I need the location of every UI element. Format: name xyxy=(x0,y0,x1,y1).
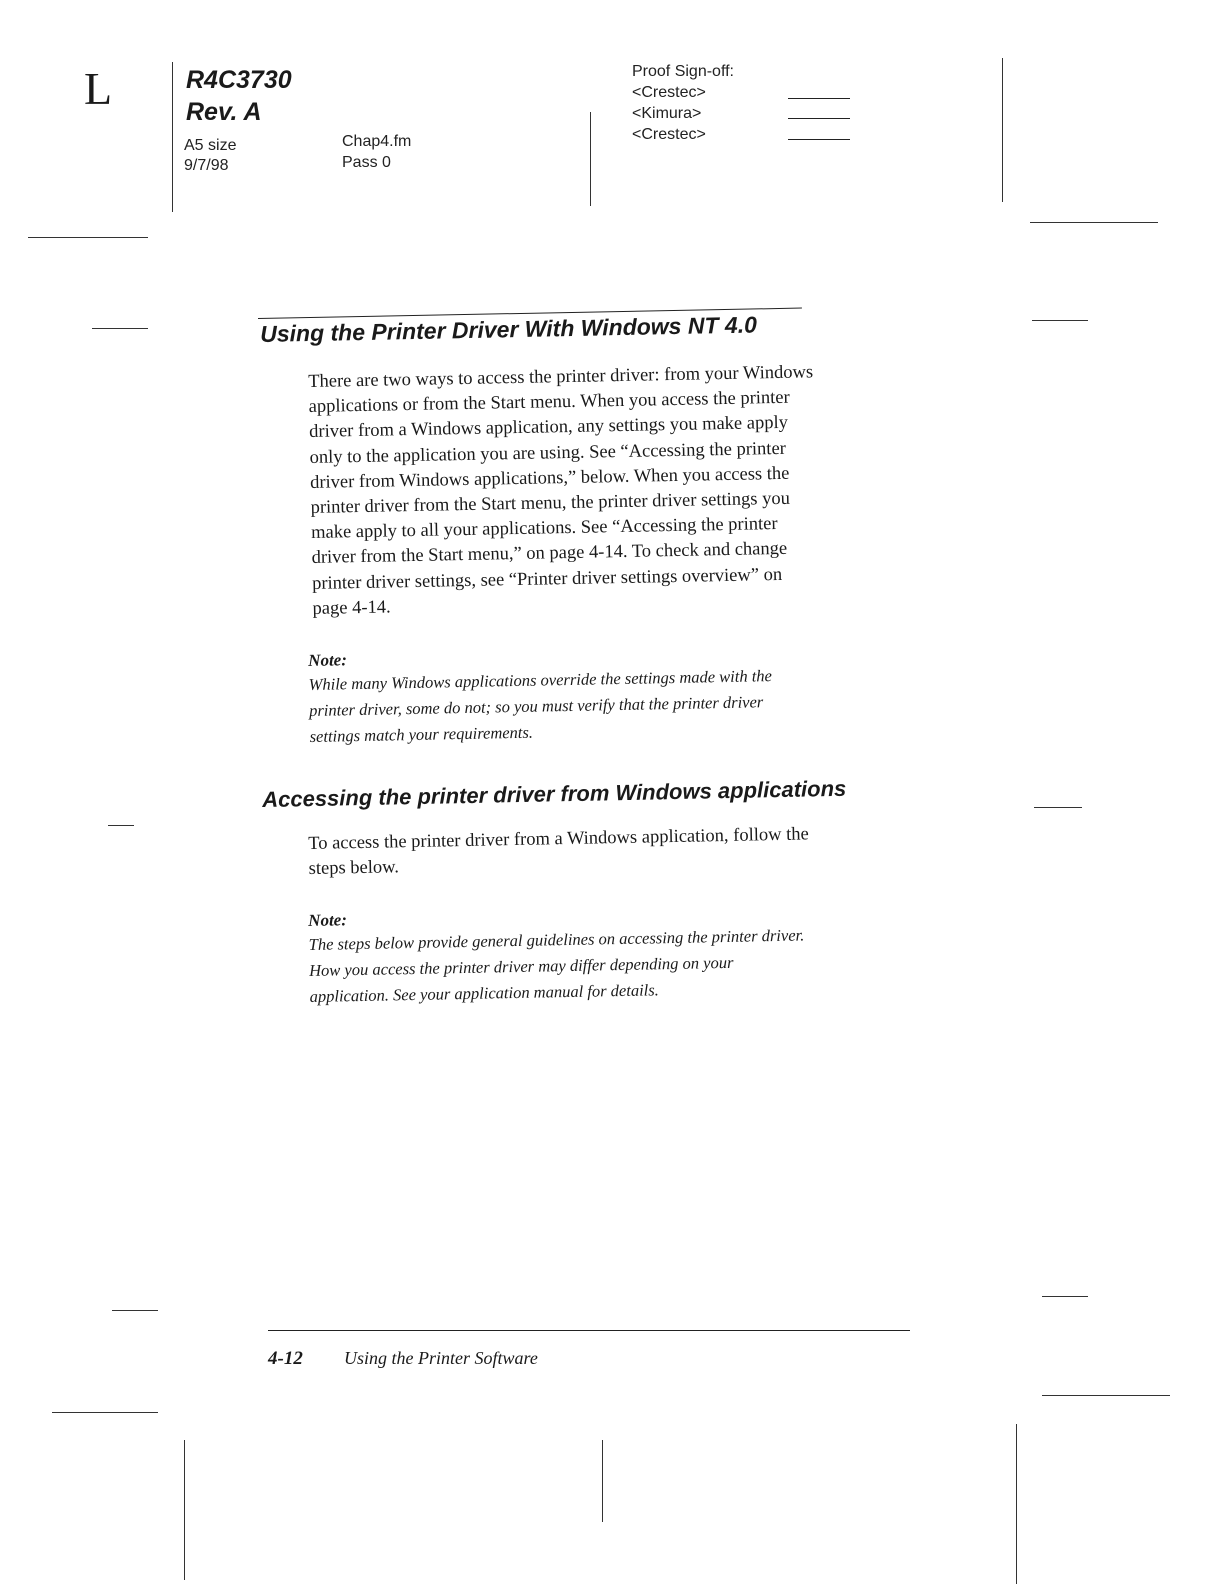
document-date: 9/7/98 xyxy=(184,157,229,174)
crop-mark xyxy=(1032,320,1088,321)
crop-mark xyxy=(590,112,591,206)
signature-line xyxy=(788,118,850,119)
crop-mark xyxy=(172,62,173,212)
proof-reviewer: <Kimura> xyxy=(632,105,702,122)
crop-mark xyxy=(602,1440,603,1522)
paragraph-line: There are two ways to access the printer driver: from your Windows xyxy=(308,362,814,392)
note-line: How you access the printer driver may differ depending on your xyxy=(308,952,734,980)
paragraph-line: only to the application you are using. See “Accessing the printer xyxy=(309,438,787,468)
section-note xyxy=(308,641,773,750)
crop-mark xyxy=(1034,807,1082,808)
pass-number: Pass 0 xyxy=(342,154,391,171)
page-number: 4-12 xyxy=(268,1348,303,1369)
crop-mark xyxy=(184,1440,185,1580)
file-name: Chap4.fm xyxy=(342,133,412,150)
crop-mark xyxy=(92,328,148,329)
crop-mark xyxy=(52,1412,158,1413)
section-heading: Using the Printer Driver With Windows NT 4.0 xyxy=(259,311,758,347)
note-line: The steps below provide general guidelines on accessing the printer driver. xyxy=(308,925,805,954)
note-line: printer driver, some do not; so you must verify that the printer driver xyxy=(308,692,764,720)
footer-rule xyxy=(268,1330,910,1331)
paragraph-line: make apply to all your applications. See “Accessing the printer xyxy=(310,514,778,544)
note-line: application. See your application manual for details. xyxy=(309,980,659,1006)
paragraph-line: driver from the Start menu,” on page 4-14. To check and change xyxy=(311,539,788,569)
subsection-paragraph xyxy=(308,822,809,882)
subsection-heading: Accessing the printer driver from Windows applications xyxy=(261,775,847,812)
crop-mark xyxy=(108,825,134,826)
crop-mark xyxy=(1042,1296,1088,1297)
note-line: While many Windows applications override the settings made with the xyxy=(308,666,773,694)
note-line: settings match your requirements. xyxy=(309,722,534,746)
crop-mark xyxy=(1016,1424,1017,1584)
paragraph-line: page 4-14. xyxy=(312,597,391,619)
crop-mark xyxy=(1030,222,1158,223)
paragraph-line: driver from a Windows application, any settings you make apply xyxy=(309,413,789,443)
document-code: R4C3730 xyxy=(186,66,292,94)
crop-mark xyxy=(112,1310,158,1311)
note-title: Note: xyxy=(308,650,348,670)
crop-mark xyxy=(1042,1395,1170,1396)
crop-mark xyxy=(28,237,148,238)
note-title: Note: xyxy=(308,910,348,930)
paragraph-line: driver from Windows applications,” below. When you access the xyxy=(309,463,790,493)
signature-line xyxy=(788,139,850,140)
signature-line xyxy=(788,98,850,99)
corner-letter: L xyxy=(84,63,113,114)
paragraph-line: To access the printer driver from a Windows application, follow the xyxy=(308,824,809,854)
proof-signoff-label: Proof Sign-off: xyxy=(632,63,734,80)
chapter-title: Using the Printer Software xyxy=(344,1348,538,1368)
proof-reviewer: <Crestec> xyxy=(632,84,706,101)
paragraph-line: printer driver from the Start menu, the printer driver settings you xyxy=(310,488,791,518)
document-revision: Rev. A xyxy=(186,98,262,126)
section-paragraph xyxy=(308,360,818,622)
page-size: A5 size xyxy=(184,137,237,154)
crop-mark xyxy=(1002,58,1003,202)
proof-reviewer: <Crestec> xyxy=(632,126,706,143)
paragraph-line: steps below. xyxy=(308,857,400,880)
subsection-note xyxy=(308,900,806,1009)
paragraph-line: printer driver settings, see “Printer driver settings overview” on xyxy=(311,564,783,594)
paragraph-line: applications or from the Start menu. When you access the printer xyxy=(308,387,790,418)
